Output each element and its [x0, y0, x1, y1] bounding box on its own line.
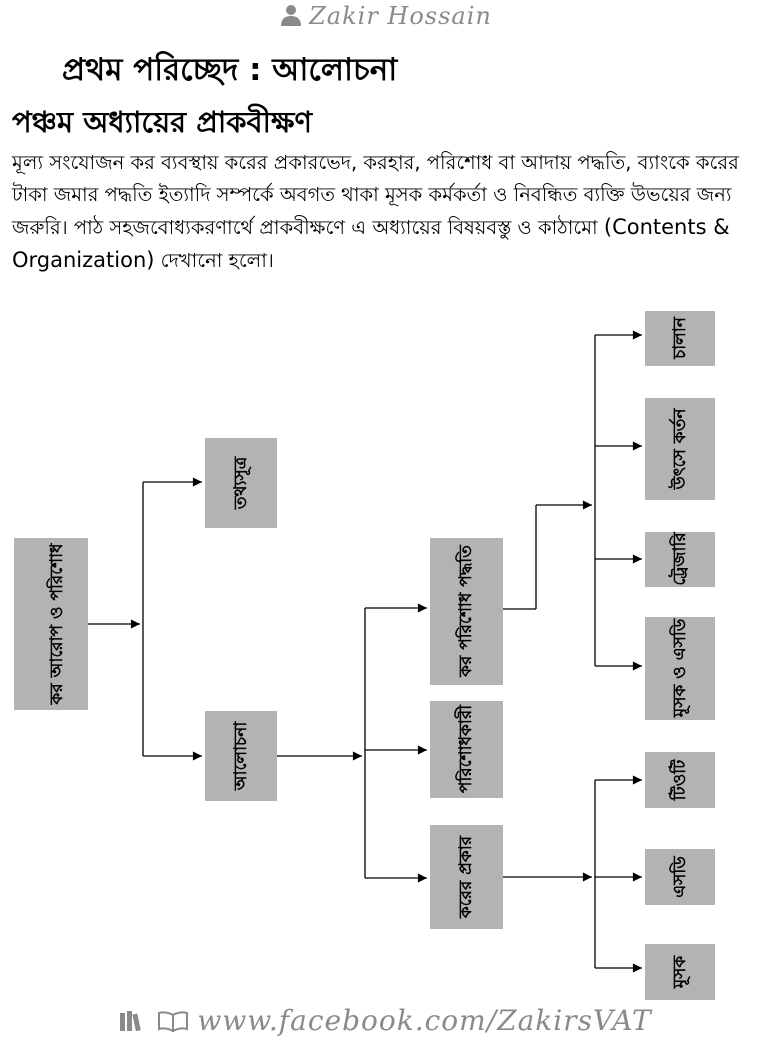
node-payment-method-label: কর পরিশোধ পদ্ধতি: [456, 545, 476, 677]
books-icon: [119, 1006, 149, 1039]
node-source-deduction: [645, 398, 715, 500]
node-discussion: [205, 711, 277, 801]
section-title: পঞ্চম অধ্যায়ের প্রাকবীক্ষণ: [12, 105, 313, 139]
open-book-icon: [157, 1006, 189, 1039]
node-sd: [645, 849, 715, 905]
node-sources: [205, 438, 277, 528]
node-root-label: কর আরোপ ও পরিশোধ: [47, 543, 67, 705]
node-payer: [430, 701, 503, 798]
node-vat: [645, 944, 715, 1000]
footer-link: [0, 1004, 771, 1039]
node-challan: [645, 311, 715, 366]
node-tot: [645, 752, 715, 808]
node-vat-sd-label: মূসক ও এসডি: [670, 618, 690, 718]
node-discussion-label: আলোচনা: [231, 721, 251, 791]
intro-paragraph: [12, 147, 764, 277]
intro-text: মূল্য সংযোজন কর ব্যবস্থায় করের প্রকারভেদ, করহার, পরিশোধ বা আদায় পদ্ধতি, ব্যাংকে করের টাকা জমার পদ্ধতি ইত্যাদি সম্পর্কে অবগত থাকা মূসক কর্মকর্তা ও নিবন্ধিত ব্যক্তি উভয়ের জন্য জরুরি। পাঠ সহজবোধ্যকরণার্থে প্রাকবীক্ষণে এ অধ্যায়ের বিষয়বস্তু ও কাঠামো: [12, 151, 739, 239]
chapter-title: প্রথম পরিচ্ছেদ : আলোচনা: [62, 52, 398, 88]
node-source-deduction-label: উৎসে কর্তন: [670, 408, 690, 490]
node-treasury-label: ট্রেজারি: [670, 532, 690, 586]
structure-diagram: [0, 300, 771, 1005]
node-payment-method: [430, 538, 503, 685]
header-author: [0, 2, 771, 33]
node-tax-types: [430, 825, 503, 929]
intro-english: (Contents & Organization): [12, 215, 730, 272]
node-tax-types-label: করের প্রকার: [456, 835, 476, 919]
node-treasury: [645, 532, 715, 587]
node-vat-sd: [645, 617, 715, 720]
footer-url[interactable]: www.facebook.com/ZakirsVAT: [197, 1004, 652, 1037]
node-sources-label: তথ্যসূত্র: [231, 456, 251, 510]
node-sd-label: এসডি: [670, 856, 690, 898]
node-tot-label: টিওটি: [670, 759, 690, 801]
node-vat-label: মূসক: [670, 955, 690, 989]
diagram-connectors: [88, 335, 642, 968]
node-challan-label: চালান: [670, 317, 690, 359]
intro-text-end: দেখানো হলো।: [154, 249, 274, 272]
author-name: Zakir Hossain: [309, 2, 492, 30]
person-icon: [279, 3, 303, 33]
node-payer-label: পরিশোধকারী: [456, 704, 476, 794]
node-root: [14, 538, 88, 710]
